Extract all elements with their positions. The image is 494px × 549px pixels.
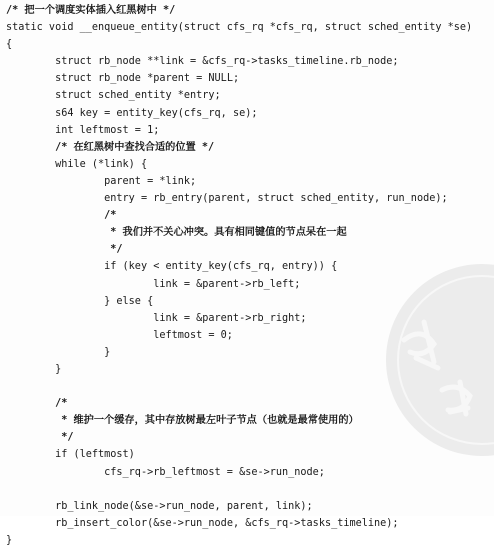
code-listing <box>6 2 472 549</box>
code-indent <box>6 296 104 307</box>
code-indent <box>6 347 104 358</box>
code-line <box>6 173 472 190</box>
code-indent <box>6 125 55 136</box>
code-blank-line <box>6 481 472 498</box>
code-comment-line <box>6 2 472 19</box>
code-text: } <box>104 346 111 358</box>
code-indent <box>6 261 104 272</box>
code-text: } else { <box>104 295 154 307</box>
code-text: entry = rb_entry(parent, struct sched_entity, run_node); <box>104 193 448 205</box>
code-line <box>6 446 472 463</box>
code-line <box>6 464 472 481</box>
code-text: int leftmost = 1; <box>55 124 160 136</box>
code-text: /* 把一个调度实体插入红黑树中 */ <box>6 5 176 16</box>
code-text: } <box>55 363 62 375</box>
code-text: */ <box>61 432 74 444</box>
code-text: rb_link_node(&se->run_node, parent, link); <box>55 500 313 512</box>
code-indent <box>6 449 55 460</box>
code-text: /* <box>55 398 68 410</box>
code-indent <box>6 244 110 255</box>
code-line <box>6 156 472 173</box>
code-text: * 我们并不关心冲突。具有相同键值的节点呆在一起 <box>110 227 347 239</box>
code-indent <box>6 159 55 170</box>
code-line <box>6 190 472 207</box>
code-indent <box>6 227 110 238</box>
code-line <box>6 515 472 532</box>
code-blank-line <box>6 378 472 395</box>
code-text: parent = *link; <box>104 175 197 187</box>
code-text: rb_insert_color(&se->run_node, &cfs_rq->tasks_timeline); <box>55 517 399 529</box>
code-line <box>6 344 472 361</box>
code-line <box>6 122 472 139</box>
code-text: s64 key = entity_key(cfs_rq, se); <box>55 107 258 119</box>
code-text: static void __enqueue_entity(struct cfs_rq *cfs_rq, struct sched_entity *se) <box>6 22 473 34</box>
code-text: /* <box>104 210 117 222</box>
code-indent <box>6 415 61 426</box>
code-indent <box>6 313 153 324</box>
code-indent <box>6 193 104 204</box>
code-indent <box>6 432 61 443</box>
code-line <box>6 276 472 293</box>
code-line <box>6 327 472 344</box>
code-line <box>6 310 472 327</box>
code-text: struct sched_entity *entry; <box>55 90 221 102</box>
code-line <box>6 19 472 36</box>
code-line <box>6 258 472 275</box>
code-indent <box>6 90 55 101</box>
code-text: * 维护一个缓存，其中存放树最左叶子节点（也就是最常使用的） <box>61 415 359 427</box>
code-text: struct rb_node **link = &cfs_rq->tasks_timeline.rb_node; <box>55 56 399 68</box>
code-text: leftmost = 0; <box>153 329 233 341</box>
code-line <box>6 36 472 53</box>
code-text: */ <box>110 244 123 256</box>
code-line <box>6 361 472 378</box>
code-text: } <box>6 534 13 546</box>
code-text: cfs_rq->rb_leftmost = &se->run_node; <box>104 466 325 478</box>
code-indent <box>6 142 55 153</box>
code-comment-line <box>6 412 472 429</box>
code-comment-line <box>6 224 472 241</box>
code-text: { <box>6 39 13 51</box>
code-indent <box>6 398 55 409</box>
code-comment-line <box>6 207 472 224</box>
code-line <box>6 105 472 122</box>
code-indent <box>6 501 55 512</box>
code-indent <box>6 73 55 84</box>
code-line <box>6 70 472 87</box>
code-line <box>6 532 472 549</box>
code-comment-line <box>6 139 472 156</box>
code-indent <box>6 467 104 478</box>
code-indent <box>6 364 55 375</box>
code-indent <box>6 210 104 221</box>
code-text: if (key < entity_key(cfs_rq, entry)) { <box>104 261 338 273</box>
code-text: link = &parent->rb_right; <box>153 312 307 324</box>
code-indent <box>6 56 55 67</box>
code-text: while (*link) { <box>55 158 148 170</box>
code-text: link = &parent->rb_left; <box>153 278 301 290</box>
code-indent <box>6 330 153 341</box>
code-indent <box>6 176 104 187</box>
code-indent <box>6 518 55 529</box>
code-indent <box>6 108 55 119</box>
code-line <box>6 498 472 515</box>
code-text: struct rb_node *parent = NULL; <box>55 73 240 85</box>
code-line <box>6 87 472 104</box>
code-text: /* 在红黑树中查找合适的位置 */ <box>55 141 215 153</box>
code-text: if (leftmost) <box>55 449 135 461</box>
code-comment-line <box>6 429 472 446</box>
code-comment-line <box>6 395 472 412</box>
code-indent <box>6 279 153 290</box>
code-comment-line <box>6 241 472 258</box>
code-line <box>6 53 472 70</box>
code-line <box>6 293 472 310</box>
